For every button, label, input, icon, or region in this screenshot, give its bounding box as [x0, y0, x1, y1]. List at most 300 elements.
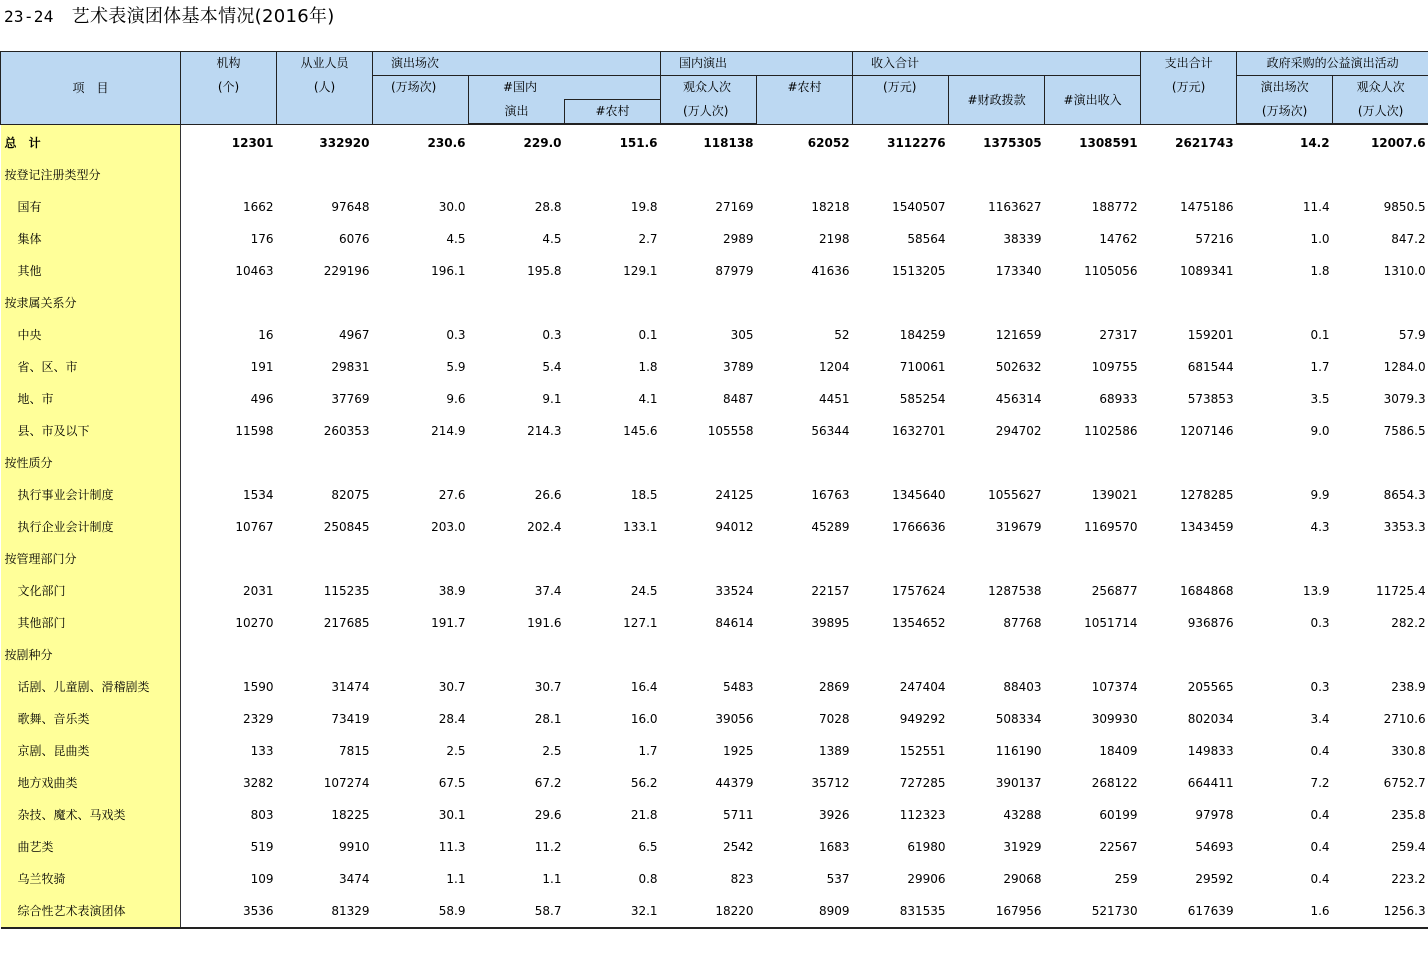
- table-cell: 2.7: [638, 232, 658, 246]
- table-cell: 3112276: [887, 135, 946, 150]
- table-cell: 67.5: [438, 776, 466, 790]
- table-cell: 1169570: [1084, 520, 1138, 534]
- table-cell: 238.9: [1391, 680, 1426, 694]
- table-cell: 28.8: [534, 200, 562, 214]
- table-cell: 56344: [811, 424, 850, 438]
- row-label: 曲艺类: [1, 831, 181, 863]
- table-number: 23-24: [4, 7, 54, 26]
- table-cell: [469, 287, 565, 319]
- table-cell: [1333, 159, 1428, 191]
- table-cell: 250845: [323, 520, 370, 534]
- table-cell: 8654.3: [1383, 488, 1426, 502]
- table-cell: 2710.6: [1383, 712, 1426, 726]
- table-cell: 5483: [722, 680, 754, 694]
- table-cell: 294702: [995, 424, 1042, 438]
- table-cell: [181, 639, 277, 671]
- table-cell: [1141, 159, 1237, 191]
- table-cell: 7586.5: [1383, 424, 1426, 438]
- table-cell: [1045, 639, 1141, 671]
- table-cell: [181, 447, 277, 479]
- row-label: 杂技、魔术、马戏类: [1, 799, 181, 831]
- table-cell: 29831: [331, 360, 370, 374]
- table-cell: 11598: [235, 424, 274, 438]
- table-cell: 0.3: [1310, 680, 1330, 694]
- table-cell: 145.6: [623, 424, 658, 438]
- table-cell: [277, 447, 373, 479]
- table-cell: [469, 447, 565, 479]
- table-cell: 39895: [811, 616, 850, 630]
- table-cell: [565, 447, 661, 479]
- table-cell: 0.3: [446, 328, 466, 342]
- table-cell: [1045, 543, 1141, 575]
- table-row: [1, 511, 1428, 543]
- table-cell: 133.1: [623, 520, 658, 534]
- table-cell: 57216: [1195, 232, 1234, 246]
- header-income-unit: (万元): [853, 76, 949, 125]
- table-cell: 9.6: [446, 392, 466, 406]
- table-cell: 61980: [907, 840, 946, 854]
- table-cell: [757, 287, 853, 319]
- table-cell: 229.0: [523, 136, 562, 150]
- table-cell: [661, 639, 757, 671]
- table-cell: 202.4: [527, 520, 562, 534]
- header-audience: 观众人次: [661, 76, 757, 100]
- table-cell: 2542: [722, 840, 754, 854]
- table-cell: [949, 159, 1045, 191]
- table-cell: 28.1: [534, 712, 562, 726]
- header-gov-perf: 演出场次: [1237, 76, 1333, 100]
- table-cell: 29592: [1195, 872, 1234, 886]
- table-cell: 802034: [1187, 712, 1234, 726]
- table-cell: 12301: [231, 135, 274, 150]
- table-cell: [373, 159, 469, 191]
- table-cell: 149833: [1187, 744, 1234, 758]
- table-cell: 6.5: [638, 840, 658, 854]
- row-label: 国有: [1, 191, 181, 223]
- table-cell: [277, 543, 373, 575]
- table-cell: 1.1: [542, 872, 562, 886]
- table-cell: 18225: [331, 808, 370, 822]
- table-cell: [1141, 543, 1237, 575]
- header-audience-unit: (万人次): [661, 100, 757, 125]
- table-cell: 2989: [722, 232, 754, 246]
- header-gov-audience-unit: (万人次): [1333, 100, 1428, 125]
- table-cell: 5711: [722, 808, 754, 822]
- table-cell: 105558: [707, 424, 754, 438]
- table-title: 艺术表演团体基本情况(2016年): [71, 6, 335, 27]
- table-cell: 3536: [181, 895, 277, 928]
- table-cell: 1207146: [1180, 424, 1234, 438]
- table-cell: 87979: [715, 264, 754, 278]
- table-cell: 38339: [1003, 232, 1042, 246]
- header-institutions-unit: (个): [181, 76, 277, 125]
- table-cell: 112323: [899, 808, 946, 822]
- table-cell: 94012: [715, 520, 754, 534]
- header-perf-income: #演出收入: [1045, 76, 1141, 125]
- header-item: 项 目: [1, 52, 181, 125]
- table-cell: 4.5: [446, 232, 466, 246]
- table-cell: 5.4: [542, 360, 562, 374]
- table-cell: 1766636: [892, 520, 946, 534]
- table-cell: [949, 287, 1045, 319]
- table-cell: [1237, 639, 1333, 671]
- table-cell: 205565: [1187, 680, 1234, 694]
- table-cell: 22157: [811, 584, 850, 598]
- table-cell: 139021: [1091, 488, 1138, 502]
- table-cell: 159201: [1187, 328, 1234, 342]
- table-cell: 260353: [323, 424, 370, 438]
- table-cell: 2.5: [542, 744, 562, 758]
- table-cell: 82075: [331, 488, 370, 502]
- table-cell: 11.4: [1302, 200, 1330, 214]
- table-cell: 823: [730, 872, 754, 886]
- table-cell: 107274: [323, 776, 370, 790]
- table-row: [1, 159, 1428, 191]
- table-cell: 1051714: [1084, 616, 1138, 630]
- table-cell: 585254: [899, 392, 946, 406]
- table-cell: 3.5: [1310, 392, 1330, 406]
- table-cell: [1045, 447, 1141, 479]
- table-cell: 62052: [807, 135, 850, 150]
- table-cell: 24.5: [630, 584, 658, 598]
- table-row: [1, 223, 1428, 255]
- table-cell: 0.4: [1310, 744, 1330, 758]
- table-cell: 537: [826, 872, 850, 886]
- table-cell: [1237, 287, 1333, 319]
- table-row: [1, 799, 1428, 831]
- table-cell: 19.8: [630, 200, 658, 214]
- table-cell: [565, 287, 661, 319]
- table-cell: 847.2: [1391, 232, 1426, 246]
- table-cell: 81329: [277, 895, 373, 928]
- table-cell: 1345640: [892, 488, 946, 502]
- table-cell: 305: [730, 328, 754, 342]
- header-staff-unit: (人): [277, 76, 373, 125]
- table-cell: 18220: [661, 895, 757, 928]
- table-cell: 33524: [715, 584, 754, 598]
- table-row: [1, 607, 1428, 639]
- table-cell: 14.2: [1299, 136, 1330, 150]
- table-cell: 9.9: [1310, 488, 1330, 502]
- table-cell: 4.1: [638, 392, 658, 406]
- table-cell: 1540507: [892, 200, 946, 214]
- table-cell: 7028: [819, 712, 850, 726]
- table-cell: [565, 639, 661, 671]
- table-cell: 2621743: [1175, 135, 1234, 150]
- table-cell: 18409: [1099, 744, 1138, 758]
- table-body: [1, 124, 1428, 928]
- table-cell: 1354652: [892, 616, 946, 630]
- table-cell: 6076: [338, 232, 370, 246]
- table-cell: 390137: [995, 776, 1042, 790]
- table-cell: 282.2: [1391, 616, 1426, 630]
- table-cell: [853, 287, 949, 319]
- row-label: 乌兰牧骑: [1, 863, 181, 895]
- header-gov-perf-unit: (万场次): [1237, 100, 1333, 125]
- table-cell: 37.4: [534, 584, 562, 598]
- table-cell: 116190: [995, 744, 1042, 758]
- table-cell: 151.6: [619, 136, 658, 150]
- table-row: [1, 863, 1428, 895]
- table-cell: 13.9: [1302, 584, 1330, 598]
- header-income: 收入合计: [853, 52, 1141, 76]
- row-label: 按隶属关系分: [1, 287, 181, 319]
- header-institutions: 机构: [181, 52, 277, 76]
- table-cell: [757, 447, 853, 479]
- table-cell: 1055627: [988, 488, 1042, 502]
- row-label: 地、市: [1, 383, 181, 415]
- table-cell: 502632: [995, 360, 1042, 374]
- table-cell: [565, 543, 661, 575]
- table-cell: 152551: [899, 744, 946, 758]
- table-row: [1, 383, 1428, 415]
- table-cell: [949, 543, 1045, 575]
- table-cell: 230.6: [427, 135, 466, 150]
- table-cell: 496: [250, 392, 274, 406]
- table-cell: 6752.7: [1383, 776, 1426, 790]
- table-cell: 29906: [907, 872, 946, 886]
- table-cell: 1590: [242, 680, 274, 694]
- table-cell: [1333, 639, 1428, 671]
- table-row: [1, 415, 1428, 447]
- table-cell: [853, 543, 949, 575]
- table-cell: [853, 447, 949, 479]
- table-cell: 319679: [995, 520, 1042, 534]
- header-expense-unit: (万元): [1141, 76, 1237, 125]
- table-row: [1, 575, 1428, 607]
- table-cell: 107374: [1091, 680, 1138, 694]
- table-cell: 1632701: [892, 424, 946, 438]
- table-cell: 223.2: [1391, 872, 1426, 886]
- table-cell: 214.3: [527, 424, 562, 438]
- table-cell: 1475186: [1180, 200, 1234, 214]
- header-domestic-performance: 国内演出: [661, 52, 853, 76]
- table-cell: 1534: [242, 488, 274, 502]
- table-cell: 12007.6: [1370, 136, 1426, 150]
- header-performances-unit: (万场次): [373, 76, 469, 125]
- table-cell: 21.8: [630, 808, 658, 822]
- table-cell: 97978: [1195, 808, 1234, 822]
- table-cell: 35712: [811, 776, 850, 790]
- table-cell: 73419: [331, 712, 370, 726]
- header-expense: 支出合计: [1141, 52, 1237, 76]
- table-cell: 1204: [819, 360, 850, 374]
- table-cell: [661, 159, 757, 191]
- table-row: [1, 735, 1428, 767]
- table-row: [1, 767, 1428, 799]
- table-cell: 10463: [235, 264, 274, 278]
- table-cell: 214.9: [431, 424, 466, 438]
- table-cell: 16763: [811, 488, 850, 502]
- table-cell: 1089341: [1180, 264, 1234, 278]
- table-cell: 18.5: [630, 488, 658, 502]
- table-cell: [1045, 287, 1141, 319]
- table-row: [1, 479, 1428, 511]
- table-cell: 1683: [819, 840, 850, 854]
- table-cell: [1141, 447, 1237, 479]
- row-label: 其他: [1, 255, 181, 287]
- table-cell: 60199: [1099, 808, 1138, 822]
- table-row: [1, 255, 1428, 287]
- table-cell: 1513205: [892, 264, 946, 278]
- table-cell: 0.3: [542, 328, 562, 342]
- table-cell: [949, 447, 1045, 479]
- table-row: [1, 639, 1428, 671]
- table-cell: 727285: [899, 776, 946, 790]
- table-cell: 3282: [242, 776, 274, 790]
- table-cell: 58.7: [469, 895, 565, 928]
- table-cell: 508334: [995, 712, 1042, 726]
- table-cell: 1.7: [638, 744, 658, 758]
- row-label: 其他部门: [1, 607, 181, 639]
- table-row: [1, 831, 1428, 863]
- table-cell: 1.0: [1310, 232, 1330, 246]
- table-cell: [181, 543, 277, 575]
- table-cell: [565, 159, 661, 191]
- row-label: 京剧、昆曲类: [1, 735, 181, 767]
- table-cell: 1278285: [1180, 488, 1234, 502]
- table-cell: 7815: [338, 744, 370, 758]
- table-cell: 30.7: [438, 680, 466, 694]
- table-cell: 1284.0: [1383, 360, 1426, 374]
- row-label: 话剧、儿童剧、滑稽剧类: [1, 671, 181, 703]
- table-cell: 3.4: [1310, 712, 1330, 726]
- table-cell: 14762: [1099, 232, 1138, 246]
- table-cell: 1925: [722, 744, 754, 758]
- table-cell: 521730: [1045, 895, 1141, 928]
- table-cell: 31474: [331, 680, 370, 694]
- table-cell: 39056: [715, 712, 754, 726]
- table-cell: 16.4: [630, 680, 658, 694]
- table-cell: [661, 447, 757, 479]
- row-label: 综合性艺术表演团体: [1, 895, 181, 928]
- table-cell: 44379: [715, 776, 754, 790]
- table-cell: 58.9: [373, 895, 469, 928]
- table-row: [1, 703, 1428, 735]
- table-cell: [1237, 543, 1333, 575]
- table-cell: [949, 639, 1045, 671]
- table-cell: 9.0: [1310, 424, 1330, 438]
- table-cell: 936876: [1187, 616, 1234, 630]
- table-cell: 16: [258, 328, 274, 342]
- table-cell: 3079.3: [1383, 392, 1426, 406]
- row-label: 地方戏曲类: [1, 767, 181, 799]
- table-cell: 18218: [811, 200, 850, 214]
- row-label: 按性质分: [1, 447, 181, 479]
- table-cell: 24125: [715, 488, 754, 502]
- table-cell: [757, 159, 853, 191]
- table-cell: 2869: [819, 680, 850, 694]
- table-cell: [373, 447, 469, 479]
- page-title: [4, 5, 335, 29]
- table-cell: 9.1: [542, 392, 562, 406]
- table-cell: 10270: [235, 616, 274, 630]
- table-cell: 0.3: [1310, 616, 1330, 630]
- table-cell: 52: [834, 328, 850, 342]
- table-cell: 184259: [899, 328, 946, 342]
- table-cell: 0.4: [1310, 808, 1330, 822]
- table-cell: 1.1: [446, 872, 466, 886]
- table-cell: 56.2: [630, 776, 658, 790]
- table-cell: 4.3: [1310, 520, 1330, 534]
- table-cell: 67.2: [534, 776, 562, 790]
- table-cell: 195.8: [527, 264, 562, 278]
- table-cell: 3926: [819, 808, 850, 822]
- table-cell: 45289: [811, 520, 850, 534]
- table-cell: 127.1: [623, 616, 658, 630]
- table-cell: 1310.0: [1383, 264, 1426, 278]
- table-cell: 11.3: [438, 840, 466, 854]
- table-cell: 38.9: [438, 584, 466, 598]
- table-cell: 191.7: [431, 616, 466, 630]
- header-fiscal: #财政拨款: [949, 76, 1045, 125]
- table-cell: 1.6: [1237, 895, 1333, 928]
- table-cell: [1141, 287, 1237, 319]
- table-cell: [469, 639, 565, 671]
- row-label: 歌舞、音乐类: [1, 703, 181, 735]
- table-cell: 58564: [907, 232, 946, 246]
- table-cell: [373, 639, 469, 671]
- table-cell: 27169: [715, 200, 754, 214]
- header-rural-audience: #农村: [757, 76, 853, 125]
- table-cell: 203.0: [431, 520, 466, 534]
- row-label: 按管理部门分: [1, 543, 181, 575]
- table-cell: 31929: [1003, 840, 1042, 854]
- table-cell: 1.8: [638, 360, 658, 374]
- table-cell: 9850.5: [1383, 200, 1426, 214]
- table-cell: 1105056: [1084, 264, 1138, 278]
- table-cell: 32.1: [565, 895, 661, 928]
- table-cell: 30.7: [534, 680, 562, 694]
- statistics-table: [0, 51, 1428, 929]
- table-cell: [1237, 447, 1333, 479]
- table-cell: 2198: [819, 232, 850, 246]
- table-cell: [757, 639, 853, 671]
- row-label: 集体: [1, 223, 181, 255]
- table-cell: 0.8: [638, 872, 658, 886]
- header-domestic-line1: #国内: [469, 76, 661, 100]
- table-cell: 133: [250, 744, 274, 758]
- table-cell: 1343459: [1180, 520, 1234, 534]
- table-cell: 97648: [331, 200, 370, 214]
- table-cell: [1333, 543, 1428, 575]
- table-cell: 8487: [722, 392, 754, 406]
- table-cell: 3474: [338, 872, 370, 886]
- row-label: 执行事业会计制度: [1, 479, 181, 511]
- table-cell: 332920: [319, 135, 370, 150]
- table-cell: 1684868: [1180, 584, 1234, 598]
- table-cell: [181, 287, 277, 319]
- table-cell: [277, 287, 373, 319]
- header-rural-perf: #农村: [565, 100, 661, 125]
- table-cell: [757, 543, 853, 575]
- table-cell: 4967: [338, 328, 370, 342]
- table-cell: [661, 543, 757, 575]
- header-staff: 从业人员: [277, 52, 373, 76]
- table-cell: 1.7: [1310, 360, 1330, 374]
- table-cell: 1102586: [1084, 424, 1138, 438]
- table-cell: 456314: [995, 392, 1042, 406]
- table-cell: 330.8: [1391, 744, 1426, 758]
- table-cell: 3353.3: [1383, 520, 1426, 534]
- table-cell: 573853: [1187, 392, 1234, 406]
- table-header: [1, 52, 1428, 125]
- table-cell: 247404: [899, 680, 946, 694]
- table-cell: 617639: [1141, 895, 1237, 928]
- table-cell: 1308591: [1079, 135, 1138, 150]
- table-cell: 43288: [1003, 808, 1042, 822]
- table-cell: [661, 287, 757, 319]
